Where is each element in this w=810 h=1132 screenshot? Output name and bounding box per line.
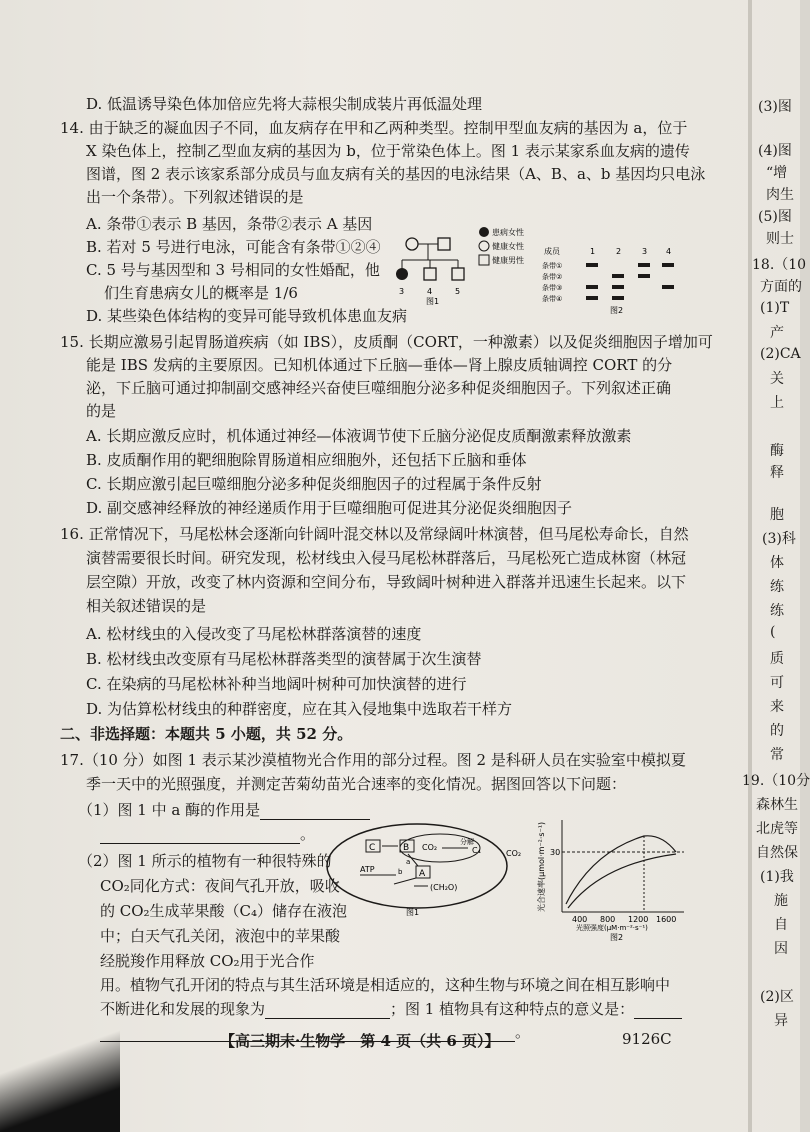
right-frag-18: 练 [770,579,784,595]
label-co2-inner: CO₂ [422,843,438,852]
label-4: 4 [427,287,433,296]
paper-code: 9126C [622,1030,672,1048]
q17-part2-g [100,999,682,1019]
q17-stem-1: 17.（10 分）如图 1 表示某沙漠植物光合作用的部分过程。图 2 是科研人员在实验室中模拟夏 [60,751,686,769]
col-2: 2 [616,247,622,256]
q14-option-c2: 们生育患病女儿的概率是 1/6 [104,284,298,302]
q15-stem-1: 15. 长期应激易引起胃肠道疾病（如 IBS），皮质酮（CORT，一种激素）以及促炎细胞因子增加可 [60,333,713,351]
col-4: 4 [666,247,672,256]
right-frag-31: 施 [774,893,788,909]
q17-part2-e: 经脱羧作用释放 CO₂用于光合作 [100,952,315,970]
label-atp: ATP [360,865,375,874]
right-frag-14: 释 [770,465,784,481]
q16-option-d: D. 为估算松材线虫的种群密度，应在其入侵地集中选取若干样方 [86,700,513,718]
col-3: 3 [642,247,648,256]
answer-blank-1b[interactable] [100,829,300,844]
x-tick-1600: 1600 [656,915,677,924]
q14-pedigree-figure [392,224,532,306]
q14-option-c1: C. 5 号与基因型和 3 号相同的女性婚配，他 [86,261,380,279]
right-frag-23: 来 [770,699,784,715]
right-frag-33: 因 [774,941,788,957]
right-frag-30: (1)我 [760,869,794,885]
q16-option-a: A. 松材线虫的入侵改变了马尾松林群落演替的速度 [86,625,422,643]
x-tick-400: 400 [572,915,588,924]
x-axis-label: 光照强度(μM·m⁻²·s⁻¹) [576,924,648,932]
q17-part2-g-text: 不断进化和发展的现象为 [100,1000,266,1018]
fig2-caption: 图2 [610,933,624,942]
page-fold [748,0,752,1132]
q14-stem-1: 14. 由于缺乏的凝血因子不同，血友病存在甲和乙两种类型。控制甲型血友病的基因为 a，位于 [60,119,688,137]
label-co2-outer: CO₂ [506,849,522,858]
q17-part2-h-text: ；图 1 植物具有这种特点的意义是： [390,1000,635,1018]
right-frag-22: 可 [770,675,784,691]
label-5: 5 [455,287,461,296]
label-3: 3 [399,287,405,296]
q14-stem-3: 图谱，图 2 表示该家系部分成员与血友病有关的基因的电泳结果（A、B、a、b 基因均只电泳 [86,165,706,183]
label-c: C [369,843,376,853]
legend-healthy-male-icon [479,255,489,265]
label-ch2o: (CH₂O) [430,883,458,892]
q17-part2-line-blank: 。 [100,1022,530,1042]
label-c4: C₄ [472,846,481,855]
right-frag-10: (2)CA [760,346,801,362]
q17-stem-2: 季一天中的光照强度，并测定苦菊幼苗光合速率的变化情况。据图回答以下问题： [86,775,627,793]
figure-caption: 图1 [426,297,440,306]
right-frag-15: 胞 [770,507,784,523]
q14-option-a: A. 条带①表示 B 基因，条带②表示 A 基因 [86,215,373,233]
label-enzyme-a: a [406,858,411,866]
right-frag-8: (1)T [760,300,790,316]
x-tick-800: 800 [600,915,616,924]
q15-stem-4: 的是 [86,402,117,420]
right-frag-17: 体 [770,555,784,571]
q16-option-b: B. 松材线虫改变原有马尾松林群落类型的演替属于次生演替 [86,650,482,668]
q17-part2-d: 中；白天气孔关闭，液泡中的苹果酸 [100,927,341,945]
member-3 [396,268,408,280]
q17-part1 [78,800,370,820]
q16-stem-3: 层空隙）开放，改变了林内资源和空间分布，导致阔叶树种进入群落并迅速生长起来。以下 [86,573,687,591]
q17-part2-c: 的 CO₂生成苹果酸（C₄）储存在液泡 [100,902,348,920]
y-axis-label: 光合速率(μmol·m⁻²·s⁻¹) [537,821,546,912]
q14-stem-2: X 染色体上，控制乙型血友病的基因为 b，位于常染色体上。图 1 表示某家系血友病的遗传 [86,142,690,160]
q15-option-d: D. 副交感神经释放的神经递质作用于巨噬细胞可促进其分泌促炎细胞因子 [86,499,573,517]
q15-option-a: A. 长期应激反应时，机体通过神经—体液调节使下丘脑分泌促皮质酮激素释放激素 [86,427,632,445]
q17-figure1-pathway [322,820,522,918]
row-3: 条带③ [542,284,563,292]
legend-healthy-female: 健康女性 [492,242,524,251]
col-header: 成员 [544,247,560,256]
q17-part1-text: （1）图 1 中 a 酶的作用是 [78,801,261,819]
label-decompose: 分解 [460,838,474,846]
right-frag-7: 方面的 [760,279,802,295]
q15-option-c: C. 长期应激引起巨噬细胞分泌多种促炎细胞因子的过程属于条件反射 [86,475,542,493]
member-5 [452,268,464,280]
q17-part1-line2: 。 [100,824,315,844]
right-frag-32: 自 [774,917,788,933]
member-2 [438,238,450,250]
right-frag-4: (5)图 [758,209,792,225]
q15-stem-2: 能是 IBS 发病的主要原因。已知机体通过下丘脑—垂体—肾上腺皮质轴调控 CORT 的分 [86,356,673,374]
q15-option-b: B. 皮质酮作用的靶细胞除胃肠道相应细胞外，还包括下丘脑和垂体 [86,451,527,469]
label-b: B [403,843,410,853]
legend-affected-female-icon [479,227,489,237]
q17-part2-b: CO₂同化方式：夜间气孔开放，吸收 [100,877,340,895]
q15-stem-3: 泌，下丘脑可通过抑制副交感神经兴奋使巨噬细胞分泌多种促炎细胞因子。下列叙述正确 [86,379,672,397]
q17-part2-f: 用。植物气孔开闭的特点与其生活环境是相适应的，这种生物与环境之间在相互影响中 [100,976,671,994]
right-frag-28: 北虎等 [756,821,798,837]
q14-stem-4: 出一个条带）。下列叙述错误的是 [86,188,304,206]
q14-option-d: D. 某些染色体结构的变异可能导致机体患血友病 [86,307,408,325]
right-frag-13: 酶 [770,443,784,459]
right-frag-24: 的 [770,723,784,739]
q14-option-b: B. 若对 5 号进行电泳，可能含有条带①②④ [86,238,381,256]
right-frag-20: ( [770,624,776,640]
right-frag-25: 常 [770,747,784,763]
q16-stem-4: 相关叙述错误的是 [86,597,207,615]
figure2-caption: 图2 [610,306,624,315]
label-a: A [419,869,426,879]
fig1-caption: 图1 [406,908,420,917]
right-frag-21: 质 [770,651,784,667]
legend-affected-female: 患病女性 [492,228,524,237]
curve-falling [568,854,676,908]
label-enzyme-b: b [398,868,403,876]
right-frag-19: 练 [770,603,784,619]
q17-part2-a: （2）图 1 所示的植物有一种很特殊的 [78,852,332,870]
legend-healthy-female-icon [479,241,489,251]
right-frag-5: 则士 [766,231,794,247]
answer-blank-1a[interactable] [260,805,370,820]
row-4: 条带④ [542,295,563,303]
row-2: 条带② [542,273,563,281]
curve-rising [566,836,676,904]
corner-shadow [0,1030,120,1132]
right-frag-2: “增 [766,165,788,181]
answer-blank-2b[interactable] [634,1004,682,1019]
q16-stem-1: 16. 正常情况下，马尾松林会逐渐向针阔叶混交林以及常绿阔叶林演替，但马尾松寿命长，自然 [60,525,689,543]
section-2-title: 二、非选择题：本题共 5 小题，共 52 分。 [60,725,353,743]
right-frag-1: (4)图 [758,143,792,159]
right-frag-6: 18.（10 [752,257,807,273]
row-1: 条带① [542,262,563,270]
x-tick-1200: 1200 [628,915,649,924]
right-frag-26: 19.（10分 [742,773,810,789]
right-frag-12: 上 [770,395,784,411]
legend-healthy-male: 健康男性 [492,256,524,265]
page-footer: 【高三期末·生物学 第 4 页（共 6 页）】 [220,1032,500,1050]
col-1: 1 [590,247,596,256]
right-frag-27: 森林生 [756,797,798,813]
q13-option-d: D. 低温诱导染色体加倍应先将大蒜根尖制成装片再低温处理 [86,95,483,113]
q14-electrophoresis-figure [540,244,680,316]
right-frag-11: 关 [770,371,784,387]
q16-option-c: C. 在染病的马尾松林补种当地阔叶树种可加快演替的进行 [86,675,467,693]
answer-blank-2a[interactable] [265,1004,390,1019]
q16-stem-2: 演替需要很长时间。研究发现，松材线虫入侵马尾松林群落后，马尾松死亡造成林窗（林冠 [86,549,687,567]
right-frag-16: (3)科 [762,531,796,547]
bands [586,263,674,300]
member-4 [424,268,436,280]
right-frag-0: (3)图 [758,99,792,115]
y-tick-30: 30 [550,848,561,857]
right-frag-29: 自然保 [756,845,798,861]
member-1 [406,238,418,250]
right-frag-9: 产 [770,325,784,341]
q17-figure2-chart [532,812,692,944]
right-frag-35: 异 [774,1013,788,1029]
right-frag-34: (2)区 [760,989,794,1005]
right-frag-3: 肉生 [766,187,794,203]
